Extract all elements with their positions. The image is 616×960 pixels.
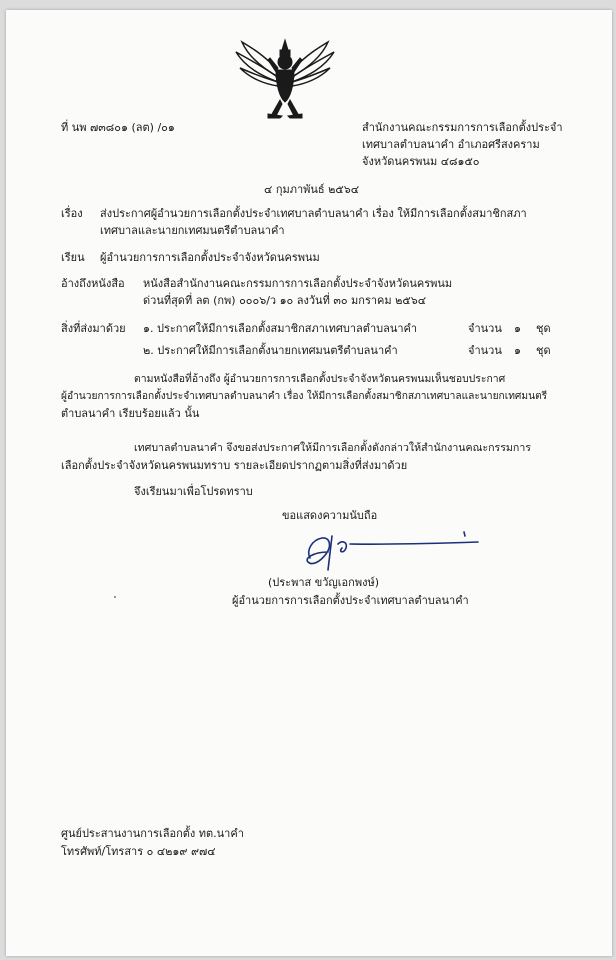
paragraph-2-line-1: เทศบาลตำบลนาคำ จึงขอส่งประกาศให้มีการเลือกตั้งดังกล่าวให้สำนักงานคณะกรรมการ bbox=[134, 442, 531, 454]
enclosure-qty-1: ๑ bbox=[514, 322, 521, 335]
closing-request: จึงเรียนมาเพื่อโปรดทราบ bbox=[134, 485, 253, 498]
paragraph-2-line-2: เลือกตั้งประจำจังหวัดนครพนมทราบ รายละเอียดปรากฏตามสิ่งที่ส่งมาด้วย bbox=[61, 459, 408, 472]
document-date: ๔ กุมภาพันธ์ ๒๕๖๔ bbox=[264, 183, 360, 196]
handwritten-signature-icon bbox=[288, 522, 488, 574]
document-ref-number: ที่ นพ ๗๓๘๐๑ (ลต) /๐๑ bbox=[61, 121, 175, 134]
enclosure-qty-label-1: จำนวน bbox=[468, 322, 502, 335]
recipient-label: เรียน bbox=[61, 251, 85, 264]
subject-label: เรื่อง bbox=[61, 207, 83, 220]
enclosure-unit-2: ชุด bbox=[536, 344, 551, 357]
address-line-1: สำนักงานคณะกรรมการการเลือกตั้งประจำ bbox=[362, 121, 563, 134]
enclosure-item-2: ๒. ประกาศให้มีการเลือกตั้งนายกเทศมนตรีตำบลนาคำ bbox=[143, 344, 398, 357]
closing-salutation: ขอแสดงความนับถือ bbox=[282, 509, 378, 522]
paper-speck bbox=[114, 596, 116, 598]
paragraph-1-line-2: ผู้อำนวยการการเลือกตั้งประจำเทศบาลตำบลนาคำ เรื่อง ให้มีการเลือกตั้งสมาชิกสภาเทศบาลและนายกเทศมนตรี bbox=[61, 391, 548, 402]
footer-phone: โทรศัพท์/โทรสาร ๐ ๔๒๑๙ ๙๗๔ bbox=[61, 845, 216, 858]
paragraph-1-line-3: ตำบลนาคำ เรียบร้อยแล้ว นั้น bbox=[61, 407, 200, 420]
enclosure-qty-label-2: จำนวน bbox=[468, 344, 502, 357]
reference-line-1: หนังสือสำนักงานคณะกรรมการการเลือกตั้งประจำจังหวัดนครพนม bbox=[143, 277, 453, 290]
enclosure-unit-1: ชุด bbox=[536, 322, 551, 335]
signer-title: ผู้อำนวยการการเลือกตั้งประจำเทศบาลตำบลนาคำ bbox=[232, 594, 469, 607]
letter-page bbox=[6, 10, 612, 956]
address-line-2: เทศบาลตำบลนาคำ อำเภอศรีสงคราม bbox=[362, 138, 540, 151]
footer-office: ศูนย์ประสานงานการเลือกตั้ง ทต.นาคำ bbox=[61, 827, 244, 840]
address-line-3: จังหวัดนครพนม ๔๘๑๕๐ bbox=[362, 155, 480, 168]
subject-line-2: เทศบาลและนายกเทศมนตรีตำบลนาคำ bbox=[100, 224, 285, 237]
reference-label: อ้างถึงหนังสือ bbox=[61, 277, 125, 290]
enclosures-label: สิ่งที่ส่งมาด้วย bbox=[61, 322, 126, 335]
reference-line-2: ด่วนที่สุดที่ ลต (กพ) ๐๐๐๖/ว ๑๐ ลงวันที่ ๓๐ มกราคม ๒๕๖๔ bbox=[143, 294, 427, 307]
paragraph-1-line-1: ตามหนังสือที่อ้างถึง ผู้อำนวยการการเลือกตั้งประจำจังหวัดนครพนมเห็นชอบประกาศ bbox=[134, 373, 506, 385]
signer-name: (ประพาส ขวัญเอกพงษ์) bbox=[268, 576, 379, 589]
recipient-text: ผู้อำนวยการการเลือกตั้งประจำจังหวัดนครพนม bbox=[100, 251, 320, 264]
garuda-emblem-icon bbox=[232, 38, 338, 120]
subject-line-1: ส่งประกาศผู้อำนวยการเลือกตั้งประจำเทศบาลตำบลนาคำ เรื่อง ให้มีการเลือกตั้งสมาชิกสภา bbox=[100, 207, 527, 220]
enclosure-item-1: ๑. ประกาศให้มีการเลือกตั้งสมาชิกสภาเทศบาลตำบลนาคำ bbox=[143, 322, 418, 335]
enclosure-qty-2: ๑ bbox=[514, 344, 521, 357]
